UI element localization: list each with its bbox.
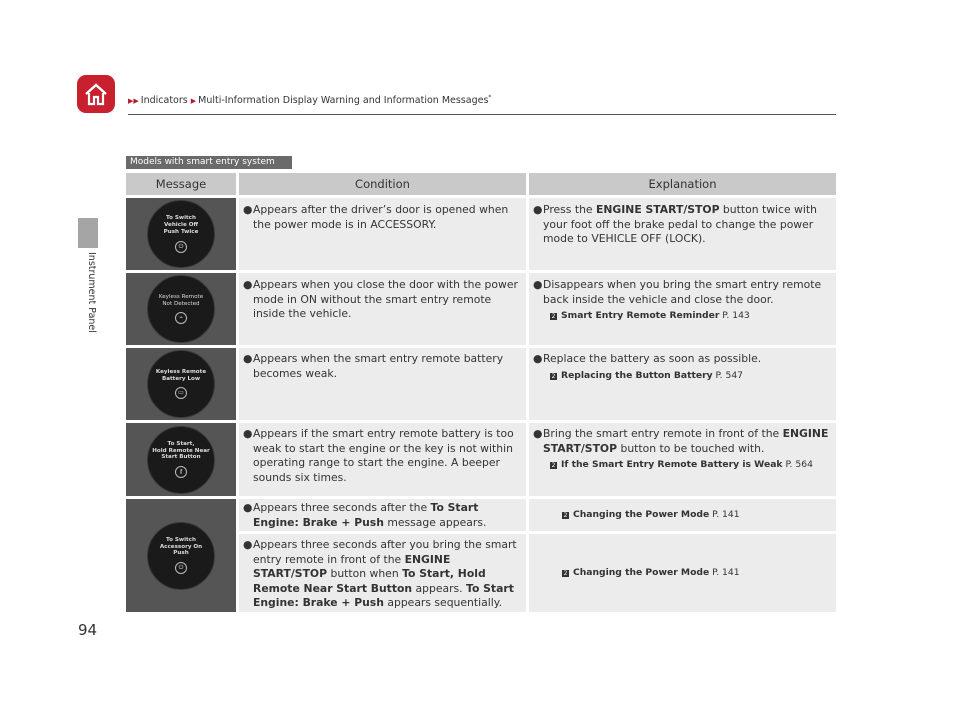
home-icon[interactable] [77, 75, 115, 113]
breadcrumb-asterisk: * [488, 94, 492, 101]
reference-icon: 2 [551, 372, 556, 380]
house-icon [83, 82, 109, 106]
display-screen: Keyless Remote Not Detected ⌁ [147, 275, 215, 343]
display-screen: To Switch Accessory On Push ⏻ [147, 522, 215, 590]
reference-icon: 2 [563, 512, 568, 519]
header-rule [128, 114, 836, 115]
condition-text: ● Appears three seconds after the To Start Engine: Brake + Push message appears. [243, 501, 487, 529]
header-condition: Condition [239, 173, 526, 195]
reference-icon: 2 [563, 570, 568, 577]
power-icon: ⏻ [175, 562, 187, 574]
condition-text: ● Appears if the smart entry remote battery is too weak to start the engine or the key is not within operating range to start the engine. A beeper sounds six times. [243, 427, 514, 484]
header-message: Message [126, 173, 236, 195]
battery-icon: ▭ [175, 387, 187, 399]
key-icon: ⚷ [175, 466, 187, 478]
breadcrumb-current: Multi-Information Display Warning and Information Messages [198, 95, 489, 107]
message-image [126, 348, 236, 420]
condition-text: ● Appears when the smart entry remote battery becomes weak. [243, 352, 504, 380]
cross-reference-link[interactable]: 2 Changing the Power Mode P. 141 [563, 567, 740, 578]
reference-icon: 2 [551, 462, 556, 469]
explanation-text: ● Replace the battery as soon as possible. 2 Replacing the Button Battery P. 547 [533, 352, 833, 382]
display-screen: To Switch Vehicle Off Push Twice ⏻ [147, 200, 215, 268]
cross-reference-link[interactable]: 2 Replacing the Button Battery P. 547 [551, 369, 744, 381]
message-image [126, 499, 236, 612]
explanation-text: ● Disappears when you bring the smart entry remote back inside the vehicle and close the door. 2 Smart Entry Remote Reminder P. 143 [533, 278, 833, 322]
explanation-text: ● Press the ENGINE START/STOP button twice with your foot off the brake pedal to change the power mode to VEHICLE OFF (LOCK). [533, 203, 817, 245]
condition-text: ● Appears three seconds after you bring the smart entry remote in front of the ENGINE START/STOP button when To Start, Hold Remote Near Start Button appears. To Start Engine: Brake + Push appears sequentially. [243, 538, 517, 609]
cross-reference-link[interactable]: 2 Changing the Power Mode P. 141 [563, 509, 740, 520]
reference-icon: 2 [551, 313, 556, 320]
remote-icon: ⌁ [175, 312, 187, 324]
breadcrumb [128, 94, 491, 106]
sidebar-label: Instrument Panel [86, 252, 97, 333]
condition-text: ● Appears after the driver’s door is opened when the power mode is in ACCESSORY. [243, 203, 509, 231]
message-image [126, 273, 236, 345]
section-tag: Models with smart entry system [126, 156, 292, 169]
message-image [126, 423, 236, 496]
breadcrumb-arrow-icon: ▶ [190, 97, 197, 106]
page-number: 94 [78, 621, 98, 639]
power-icon: ⏻ [175, 241, 187, 253]
breadcrumb-link-indicators[interactable]: Indicators [140, 95, 188, 107]
explanation-text: ● Bring the smart entry remote in front of the ENGINE START/STOP button to be touched with. 2 If the Smart Entry Remote Battery is Weak P. 564 [533, 427, 833, 471]
header-explanation: Explanation [529, 173, 836, 195]
display-screen: To Start, Hold Remote Near Start Button ⚷ [147, 426, 215, 494]
sidebar-tab [78, 218, 98, 248]
breadcrumb-arrow-icon: ▶▶ [128, 97, 139, 106]
display-screen: Keyless Remote Battery Low ▭ [147, 350, 215, 418]
condition-text: ● Appears when you close the door with the power mode in ON without the smart entry remote inside the vehicle. [243, 278, 518, 320]
cross-reference-link[interactable]: 2 Smart Entry Remote Reminder P. 143 [551, 310, 750, 321]
cross-reference-link[interactable]: 2 If the Smart Entry Remote Battery is Weak P. 564 [551, 459, 813, 470]
message-image [126, 198, 236, 270]
